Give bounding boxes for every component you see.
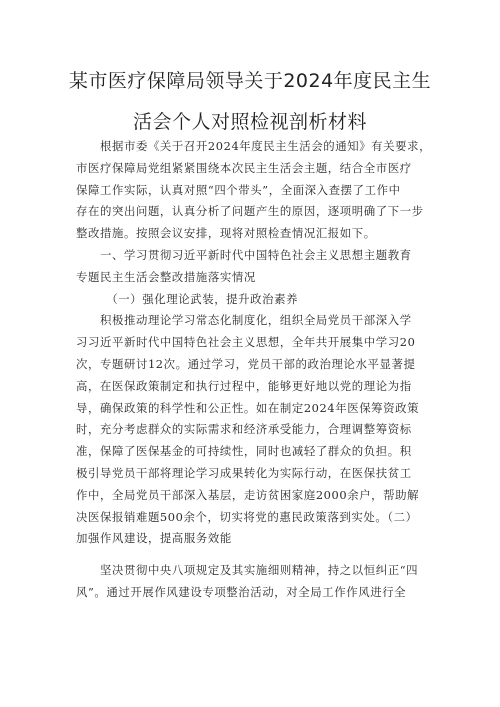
- body-line: 存在的突出问题，认真分析了问题产生的原因，逐项明确了下一步: [76, 204, 424, 219]
- body-line: 作中，全局党员干部深入基层，走访贫困家庭2000余户，帮助解: [76, 487, 420, 502]
- body-line: 坚决贯彻中央八项规定及其实施细则精神，持之以恒纠正“四: [76, 563, 419, 578]
- section-heading-line: 专题民主生活会整改措施落实情况: [76, 269, 256, 284]
- subsection-heading: （一）强化理论武装，提升政治素养: [76, 291, 299, 306]
- section-heading-line: 一、学习贯彻习近平新时代中国特色社会主义思想主题教育: [76, 247, 412, 262]
- body-line: 积极推动理论学习常态化制度化，组织全局党员干部深入学: [76, 313, 412, 328]
- document-title-line-2: 活会个人对照检视剖析材料: [132, 111, 367, 133]
- body-line: 决医保报销难题500余个，切实将党的惠民政策落到实处。（二）: [76, 509, 418, 524]
- body-line: 市医疗保障局党组紧紧围绕本次民主生活会主题，结合全市医疗: [76, 160, 412, 175]
- document-title-line-1: 某市医疗保障局领导关于2024年度民主生: [68, 70, 432, 92]
- body-line: 准，保障了医保基金的可持续性，同时也减轻了群众的负担。积: [76, 444, 412, 459]
- body-line: 次，专题研讨12次。通过学习，党员干部的政治理论水平显著提: [76, 356, 416, 371]
- body-line: 根据市委《关于召开2024年度民主生活会的通知》有关要求，: [76, 139, 432, 153]
- body-line: 习习近平新时代中国特色社会主义思想，全年共开展集中学习20: [76, 335, 416, 350]
- body-line: 整改措施。按照会议安排，现将对照检查情况汇报如下。: [76, 226, 376, 241]
- body-line: 保障工作实际，认真对照“四个带头”，全面深入查摆了工作中: [76, 182, 401, 197]
- body-line: 风”。通过开展作风建设专项整治活动，对全局工作作风进行全: [76, 584, 407, 599]
- body-line: 导，确保政策的科学性和公正性。如在制定2024年医保筹资政策: [76, 400, 420, 415]
- document-body: [76, 136, 438, 604]
- body-line: 高，在医保政策制定和执行过程中，能够更好地以党的理论为指: [76, 378, 412, 393]
- subsection-heading: 加强作风建设，提高服务效能: [76, 531, 232, 546]
- body-line: 时，充分考虑群众的实际需求和经济承受能力，合理调整筹资标: [76, 422, 412, 437]
- body-line: 极引导党员干部将理论学习成果转化为实际行动，在医保扶贫工: [76, 465, 412, 480]
